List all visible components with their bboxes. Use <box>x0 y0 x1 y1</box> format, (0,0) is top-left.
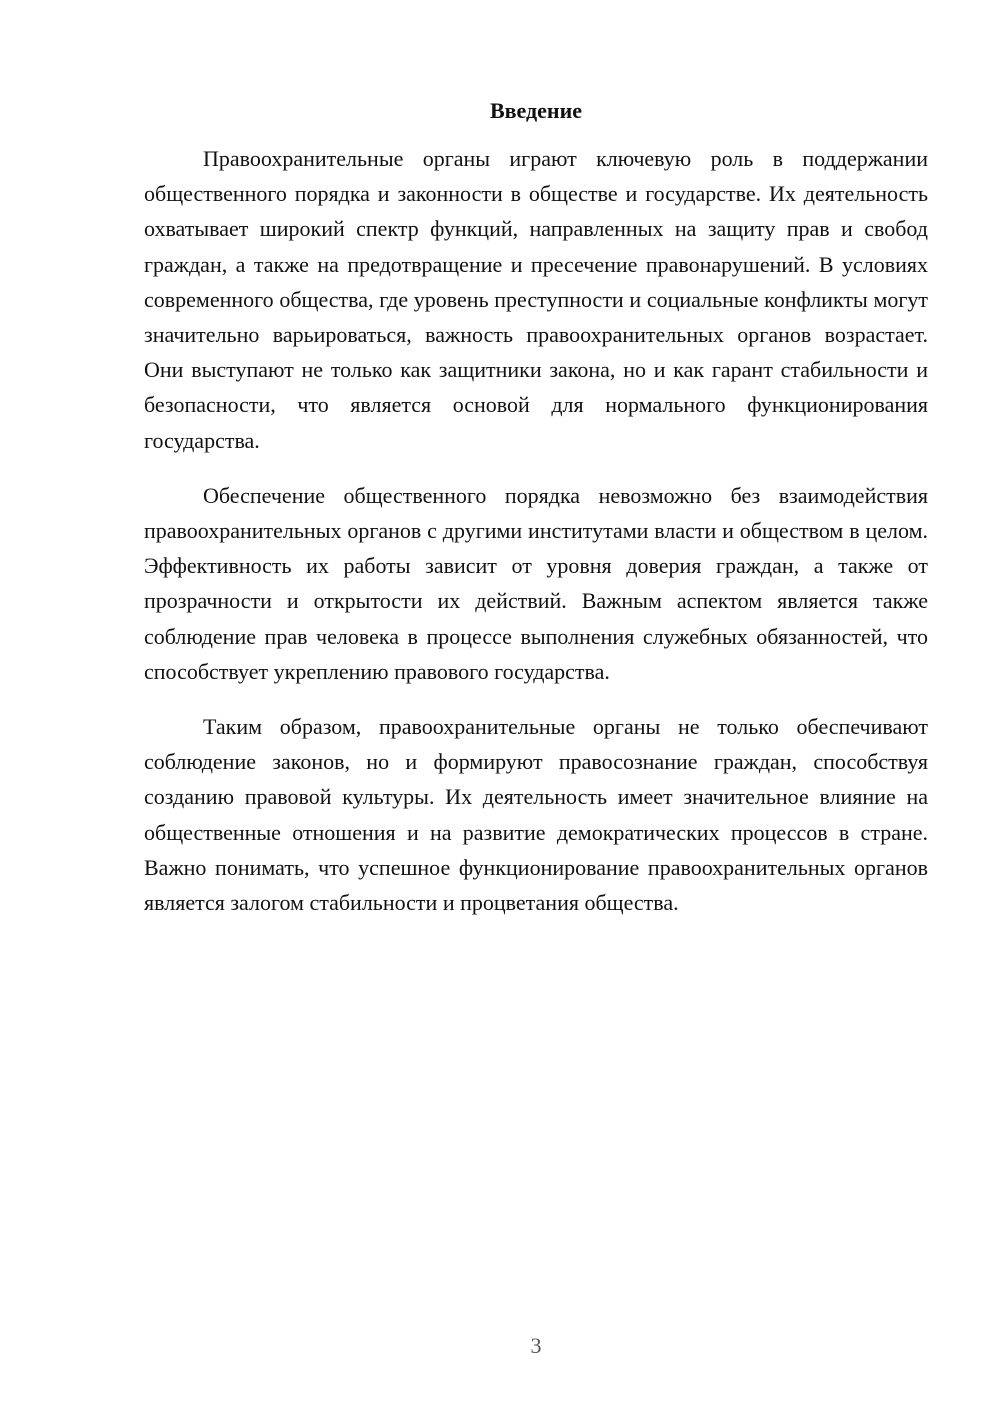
paragraph-1: Правоохранительные органы играют ключевую роль в поддержании общественного порядка и законности в обществе и государстве. Их деятельность охватывает широкий спектр функций, направленных на защиту прав и свобод граждан, а также на предотвращение и пресечение правонарушений. В условиях современного общества, где уровень преступности и социальные конфликты могут значительно варьироваться, важность правоохранительных органов возрастает. Они выступают не только как защитники закона, но и как гарант стабильности и безопасности, что является основой для нормального функционирования государства. <box>144 146 928 453</box>
section-title: Введение <box>489 98 583 123</box>
page-number: 3 <box>530 1333 542 1358</box>
body-text <box>144 141 928 940</box>
paragraph-3: Таким образом, правоохранительные органы не только обеспечивают соблюдение законов, но и формируют правосознание граждан, способствуя созданию правовой культуры. Их деятельность имеет значительное влияние на общественные отношения и на развитие демократических процессов в стране. Важно понимать, что успешное функционирование правоохранительных органов является залогом стабильности и процветания общества. <box>144 714 928 916</box>
paragraph-2: Обеспечение общественного порядка невозможно без взаимодействия правоохранительных органов с другими институтами власти и обществом в целом. Эффективность их работы зависит от уровня доверия граждан, а также от прозрачности и открытости их действий. Важным аспектом является также соблюдение прав человека в процессе выполнения служебных обязанностей, что способствует укреплению правового государства. <box>144 482 928 684</box>
